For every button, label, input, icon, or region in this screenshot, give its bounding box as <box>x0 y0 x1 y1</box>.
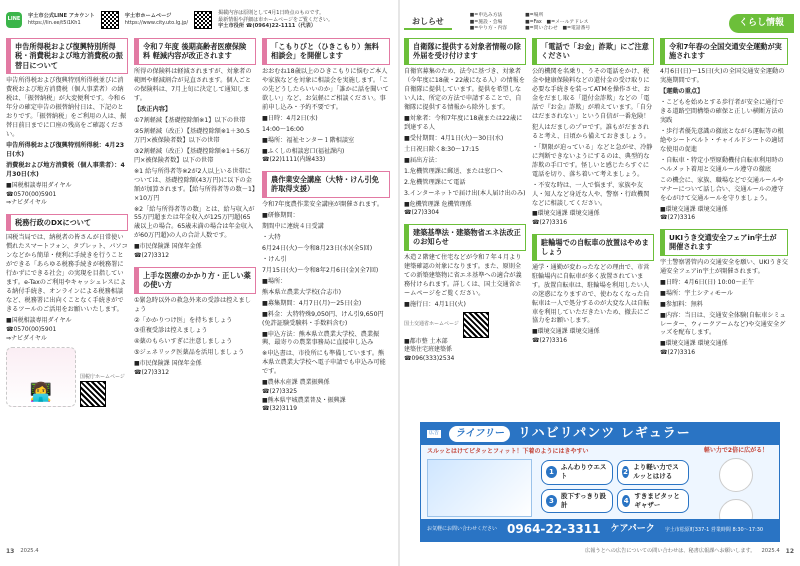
article-medicine <box>134 267 256 378</box>
article-text: 令和7年度農作業安全講座が開催されます。 <box>262 200 384 208</box>
contact-block: ■国税相談専用ダイヤル ☎0570(00)5901 ⇒ナビダイヤル <box>6 317 72 342</box>
icon-legend: ■=場所 ■=Fax ■=メールアドレス ■=問い合わせ ■=電話番号 <box>525 13 591 32</box>
left-header <box>6 6 396 34</box>
article-text: 熊本県立農業大学校(合志市) <box>262 288 342 296</box>
qr-code-icon <box>80 381 106 407</box>
article-title: 申告所得税および復興特別所得税・消費税および地方消費税の振替日について <box>6 38 128 74</box>
article-text: 犯人はだましのプロです。誰もがだまされると考え、日頃から備えておきましょう。 <box>532 123 650 140</box>
article-text: ■参加料：無料 <box>660 300 703 308</box>
article-text: 6月24日(火)～令和8月23日(水)(全5回) <box>262 244 373 252</box>
article-text: ■日時：4月6日(日) 10:00～正午 <box>660 278 755 286</box>
advertisement[interactable] <box>420 422 780 542</box>
right-col-3 <box>660 38 788 364</box>
article-text: ■日時：4月2日(水) <box>262 114 318 122</box>
article-text: ■内容：当日は、交通安全体験(自転車シミュレーター、ウィークアームなど)や交通安全グッズを配布します。 <box>660 311 786 337</box>
article-title: 令和7年春の全国交通安全運動が実施されます <box>660 38 788 65</box>
article-heading: 【改正内容】 <box>134 105 172 113</box>
article-tax <box>6 38 128 208</box>
article-title: 駐輪場での自転車の放置はやめましょう <box>532 234 654 261</box>
article-traffic <box>660 38 788 223</box>
ad-address: 宇土市松原町337-1 営業時間 8:30～17:30 <box>664 526 764 533</box>
contact-block: ■国税相談専用ダイヤル ☎0570(00)5901 ⇒ナビダイヤル <box>6 181 72 207</box>
article-text: ■研修期間： <box>262 211 299 219</box>
icon-legend: ■=申込み方法 ■=施設・会場 ■=やり方・内容 <box>469 13 508 32</box>
article-title: 自衛隊に提供する対象者情報の除外届を受け付けます <box>404 38 526 65</box>
list-item: ⑤ジェネリック医薬品を活用しましょう <box>134 349 245 357</box>
right-col-1 <box>404 38 526 370</box>
ad-title: リハビリパンツ レギュラー <box>518 425 691 441</box>
ad-footer: お気軽にお問い合わせください 0964-22-3311 ケアパーク 宇土市松原町337-1 営業時間 8:30～17:30 <box>421 519 779 541</box>
product-package-image <box>427 459 532 517</box>
article-title: 上手な医療のかかり方・正しい薬の使い方 <box>134 267 256 294</box>
feature-item: 3 股下すっきり設計 <box>541 489 613 514</box>
article-heading: 【運動の重点】 <box>660 87 704 95</box>
note: ※2「給与所得者等の数」とは、給与収入が55万円超または年金収入が125万円超(65歳以上の場合。65歳未満の場合は年金収入が60万円超)の人の合計人数です。 <box>134 205 255 240</box>
contact-block: ■農林水産課 農業振興係 ☎(27)3325 ■熊本県宇城農業普及・振興課 ☎(32)3119 <box>262 379 346 413</box>
page-number: 12 <box>785 547 794 555</box>
ad-brand-logo: ライフリー <box>449 426 510 443</box>
page-gutter <box>398 0 400 566</box>
article-building <box>404 224 526 364</box>
article-text: ■対象者：令和7年度に18歳または22歳に到達する人 <box>404 114 523 131</box>
article-text: 自衛官募集のため、法令に基づき、対象者（今年度に18歳・22歳になる人）の情報を自衛隊に提供しています。提供を希望しない人は、所定の方法で申請することで、自衛隊に提供する情報から除外します。 <box>404 67 525 111</box>
article-text: 7月15日(火)～令和8年2月6日(金)(全7回) <box>262 266 379 274</box>
article-text: 申告所得税および復興特別所得税並びに消費税および地方消費税（個人事業者）の納税は、「振替納税」が大変便利です。今和６年分の確定申告の振替納付日は、下記のとおりです。「振替納税」をご利用の人は、振替日前日までに口座の残高をご確認ください。 <box>6 77 127 138</box>
qr-code-icon <box>463 312 489 338</box>
feature-item: 4 すきまピタッとギャザー <box>617 489 689 514</box>
article-text: 木造２階建て住宅などが令和７年４月より建築確認の対象になります。また、原則全ての新築建築物に省エネ基準への適合が義務付けられます。詳しくは、国土交通省ホームページをご覧ください。 <box>404 253 522 297</box>
page-number: 13 <box>6 547 15 555</box>
article-title: 農作業安全講座（大特・けん引免許取得支援） <box>262 171 390 198</box>
contact-block: ■市民保険課 国保年金係 ☎(27)3312 <box>134 360 202 377</box>
footer-note: 広報うとへの広告についての問い合わせは、秘書広報課へお願いします。 <box>585 548 756 555</box>
article-text: 通学・通勤が変わったなどの理由で、市営駐輪場内に自転車が多く放置されています。放置自転車は、駐輪場を利用したい人の迷惑になりますので、使わなくなった自転車は一人で処分するのが大変な人は自転車を利用していただきたいため、撤去にご協力をお願いします。 <box>532 263 650 325</box>
article-text: ■申込方法：熊本県立農業大学校、農業振興、最寄りの農業事務局に直接申し込み <box>262 330 380 347</box>
article-title: 令和７年度 後期高齢者医療保険料 軽減内容が改正されます <box>134 38 256 65</box>
woman-at-laptop-illustration: 👩‍💻 <box>6 347 76 407</box>
category-badge: くらし情報 <box>729 14 794 33</box>
section-bar <box>404 12 794 34</box>
qr-caption: 国税庁ホームページ <box>80 374 125 380</box>
feature-item: 1 ふんわりウエスト <box>541 460 613 485</box>
article-text: 期間中に連続４日受講 <box>262 222 324 230</box>
list-item: ・歩行者優先意識の徹底とながら運転等の根絶やシートベルト・チャイルドシートの適切な使用の促進 <box>660 127 784 153</box>
left-col-1 <box>6 38 128 413</box>
contact-block: ■環境交通課 環境交通係 ☎(27)3316 <box>660 205 728 222</box>
contact-block: ■ふくしの相談窓口(福祉課内) ☎(22)1111(内線433) <box>262 147 345 164</box>
list-item: ・こどもを始めとする歩行者が安全に通行できる道路空間構築の確保と正しい横断方法の実践 <box>660 98 784 124</box>
line-link[interactable]: https://lin.ee/t5i1Kh1 <box>28 20 81 27</box>
article-text: ※申込書は、市役所にも準備しています。熊本県立農業大学校へ電子申請でも申込み可能です。 <box>262 350 386 376</box>
list-item: ②「かかりつけ医」を持ちましょう <box>134 316 233 324</box>
product-detail-image <box>719 458 753 492</box>
list-item: ①7割軽減【基礎控除額※1】以下の世帯 <box>134 116 246 124</box>
left-col-3 <box>262 38 390 420</box>
article-text: ■料金：大特特殊9,050円、けん引9,650円(免許証験受験料・手数料含む) <box>262 310 384 327</box>
page-right <box>404 6 794 558</box>
article-uki <box>660 229 788 358</box>
article-text: ■場所：宇土シティモール <box>660 289 734 297</box>
qr-caption: 国土交通省ホームページ <box>404 320 459 327</box>
list-item: ①緊急時以外の救急外来の受診は控えましょう <box>134 296 251 313</box>
article-dx <box>6 214 128 407</box>
article-title: UKIうき交通安全フェアin宇土が開催されます <box>660 229 788 256</box>
article-title: 「電話で「お金」詐欺」にご注意ください <box>532 38 654 65</box>
article-text: 4月6日(日)～15日(火)の全国交通安全運動の実施期間です。 <box>660 67 785 84</box>
article-text: 所得の保険料は軽減されますが、対象者の範囲や軽減割合が見直されます。個人ごとの保険料は、7月上旬に決定して通知します。 <box>134 67 252 102</box>
article-komori <box>262 38 390 165</box>
article-title: 「こもりびと（ひきこもり）無料相談会」を開催します <box>262 38 390 65</box>
hp-link[interactable]: https://www.city.uto.lg.jp/ <box>124 20 189 27</box>
list-item: ②5割軽減（改正）【基礎控除額※1＋30.5万円×被保険者数】以下の世帯 <box>134 127 250 144</box>
issue-date: 2025.4 <box>20 548 39 555</box>
contact-block: ■環境交通課 環境交通係 ☎(27)3316 <box>532 210 600 227</box>
article-text: ■場所：福祉センター１階相談室 <box>262 136 355 144</box>
qr-code-icon <box>194 11 212 29</box>
note: ※1 給与所得者等※2が2人以上いる世帯については、基礎控除額(43万円)に以下の金額が加算されます。【給与所得者等の数－1】×10万円 <box>134 167 255 202</box>
line-account: 宇土市公式LINE アカウント https://lin.ee/t5i1Kh1 <box>28 13 95 27</box>
list-item: ③2割軽減（改正）【基礎控除額※1＋56万円×被保険者数】以下の世帯 <box>134 147 251 164</box>
article-sdf <box>404 38 526 218</box>
ad-header <box>421 423 779 445</box>
hp-account: 宇土市ホームページ https://www.city.uto.lg.jp/ <box>124 13 189 27</box>
article-text: 宇土警察署管内の交通安全を願い、UKIうき交通安全フェアin宇土が開催されます。 <box>660 258 788 275</box>
left-col-2 <box>134 38 256 384</box>
section-title: おしらせ <box>404 16 452 31</box>
article-title: 建築基準法・建築物省エネ法改正のお知らせ <box>404 224 526 251</box>
contact-block: ■環境交通課 環境交通係 ☎(27)3316 <box>660 340 728 357</box>
article-text: 土日祝日除く8:30～17:15 <box>404 145 480 153</box>
header-notes: 掲載内容は原則として4月1日時点のものです。 最新情報や詳細は市ホームページをご覧ください。 宇土市役所 ☎(0964)22-1111（代表） <box>218 10 334 30</box>
article-text: 3.インターネットで届け出(本人届け出のみ) <box>404 189 526 197</box>
line-app-icon: LINE <box>6 12 22 28</box>
contact-block: ■危機管理課 危機管理係 ☎(27)3304 <box>404 200 472 217</box>
contact-block: ■市民保険課 国保年金係 ☎(27)3312 <box>134 243 202 260</box>
list-item: ④薬のもらいすぎに注意しましょう <box>134 338 233 346</box>
article-text: 2.危機管理課にて電話 <box>404 178 466 186</box>
article-text: 公的機関を名乗り、うその電話をかけ、税金や健康保険料などの還付金の受け取りに必要な手続きを装ってATMを操作させ、お金をだまし取る「還付金詐欺」などの「電話で『お金』詐欺」が増えています。「自分はだまされない」という自信が一番危険！ <box>532 67 653 120</box>
article-text: ■受付期間：4月1日(火)～30日(水) <box>404 134 504 142</box>
article-bike <box>532 234 654 346</box>
feature-item: 2 より軽い力でスルッとはける <box>617 460 689 485</box>
qr-code-icon <box>101 11 119 29</box>
article-text: ■場所： <box>262 277 287 285</box>
ad-badge: 広告 <box>429 430 440 437</box>
article-text: 14:00～16:00 <box>262 125 304 133</box>
article-text: ・「期限が迫っている」などと急がせ、冷静に判断できないようにするのは、典型的な詐欺の手口です。怪しいと感じたらすぐに電話を切り、落ち着いて考えましょう。 <box>532 143 653 178</box>
list-item: ③重複受診は控えましょう <box>134 327 208 335</box>
article-text: 申告所得税および復興特別所得税：4月23日(水) <box>6 141 125 158</box>
list-item: ・自転車・特定小型原動機付自転車利用時のヘルメット着用と交通ルール遵守の徹底 <box>660 156 784 173</box>
right-footer <box>404 546 794 558</box>
article-kouki <box>134 38 256 261</box>
contact-block: ■環境交通課 環境交通係 ☎(27)3316 <box>532 328 600 345</box>
article-title: 税務行政のDXについて <box>6 214 128 231</box>
right-col-2 <box>532 38 654 352</box>
article-text: ■募集期間：4月7日(月)～25日(金) <box>262 299 362 307</box>
contact-block: ■都市整 土木部 建築住宅班建築係 ☎096(333)2534 <box>404 337 455 362</box>
article-fraud <box>532 38 654 228</box>
article-text: おおむね18歳以上のひきこもりに悩むご本人や家族などを対象に相談会を実施します。「この先どうしたらいいのか」「誰かに話を聞いて欲しい」など、お気軽にご相談ください。事前申し込み・予約不要です。 <box>262 67 389 111</box>
ad-side-panel: 軽い力で2倍に広がる！ <box>697 447 775 539</box>
ad-shop-name: ケアパーク <box>610 524 655 535</box>
ad-subtitle: スルッとはけてピタッとフィット！下着のようにはきやすい <box>427 448 589 455</box>
left-footer <box>6 546 396 558</box>
article-text: ■届出方法： <box>404 156 441 164</box>
article-text: ・不安な時は、一人で悩まず、家族や友人・知人など身近な人や、警察・行政機関などに相談してください。 <box>532 181 650 207</box>
article-text: 1.危機管理課に郵送、または窓口へ <box>404 167 503 175</box>
article-text: ・大特 <box>262 233 281 241</box>
ad-phone[interactable]: 0964-22-3311 <box>507 522 601 537</box>
issue-date: 2025.4 <box>761 548 780 555</box>
article-text: 国税当局では、納税者の皆さんが日常使い慣れたスマートフォン、タブレット、パソコンなどから簡単・便利に手続きを行うことができる「あらゆる税務手続きが税務署に行かずにできる社会」の実現を目指しています。e-Taxのご利用やキャッシュレスによる納付手続き、オンラインによる税務相談など、税務署に出向くことなく手続きができるツールのご活用をお願いいたします。 <box>6 234 128 314</box>
article-text: 消費税および地方消費税（個人事業者）：4月30日(水) <box>6 161 125 178</box>
article-text: ■施行日：4月1日(火) <box>404 300 466 308</box>
article-text: ・けん引 <box>262 255 287 263</box>
article-text: この機会に、家族、職場などで交通ルールやマナーについて話し合い、交通ルールの遵守を心がけて交通ルールを守りましょう。 <box>660 176 784 202</box>
page-left <box>6 6 396 558</box>
article-agri <box>262 171 390 414</box>
